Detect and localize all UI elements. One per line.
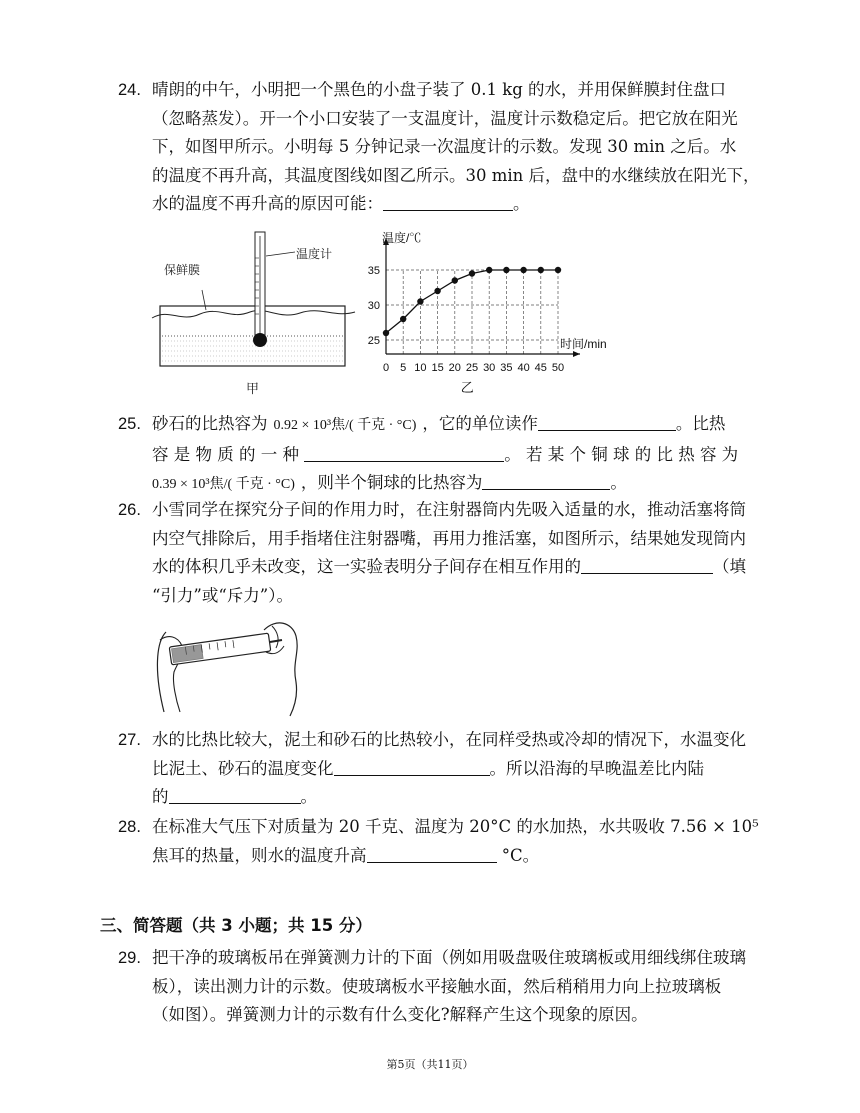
question-text: 把干净的玻璃板吊在弹簧测力计的下面（例如用吸盘吸住玻璃板或用细线绑住玻璃 [152,948,746,967]
x-tick-label: 30 [483,362,496,374]
section-heading: 三、简答题（共 3 小题；共 15 分） [100,916,372,935]
question-number: 29. [118,949,141,967]
data-point [555,267,561,273]
data-point [400,316,406,322]
question-text: 小雪同学在探究分子间的作用力时，在注射器筒内先吸入适量的水，推动活塞将筒 [152,500,746,519]
data-point [520,267,526,273]
question-text: 下，如图甲所示。小明每 5 分钟记录一次温度计的示数。发现 30 min 之后。水 [152,137,737,156]
data-point [486,267,492,273]
question-number: 26. [118,501,141,519]
x-tick-label: 15 [431,362,444,374]
question-25 [118,410,768,500]
x-tick-label: 50 [551,362,565,374]
answer-blank[interactable] [367,844,497,863]
data-point [434,288,440,294]
y-tick-label: 25 [367,335,380,347]
x-tick-label: 0 [382,362,390,374]
question-text: 水的体积几乎未改变，这一实验表明分子间存在相互作用的 [152,557,581,576]
question-text: 的 [152,787,169,806]
question-text: （填 [713,557,746,576]
question-text: °C。 [496,845,540,865]
data-point [538,267,544,273]
data-point [503,267,509,273]
figure-jia [150,228,360,398]
x-axis-label: 时间/min [560,337,607,351]
question-text: 比泥土、砂石的温度变化 [152,758,334,778]
x-tick-label: 40 [517,362,530,374]
y-tick-label: 30 [367,300,380,312]
question-text: 在标准大气压下对质量为 20 千克、温度为 20°C 的水加热，水共吸收 7.56 × 10⁵ [152,817,759,836]
question-text: 水的温度不再升高的原因可能： [152,194,383,213]
specific-heat-value: 0.39 × 10³焦/( 千克 · °C) [152,477,295,492]
question-text: 。 [610,473,627,492]
answer-blank[interactable] [482,471,610,490]
question-text: 。 若 某 个 铜 球 的 比 热 容 为 [504,444,739,464]
data-point [469,270,475,276]
specific-heat-value: 0.92 × 10³焦/( 千克 · °C) [273,418,417,433]
question-text: 内空气排除后，用手指堵住注射器嘴，再用力推活塞，如图所示，结果她发现筒内 [152,528,746,548]
figure-caption: 乙 [460,380,474,395]
question-text: 水的比热比较大，泥土和砂石的比热较小，在同样受热或冷却的情况下，水温变化 [152,730,746,749]
answer-blank[interactable] [581,555,713,574]
question-24 [118,76,768,219]
question-text: 容 是 物 质 的 一 种 [152,444,299,464]
x-tick-label: 10 [414,362,427,374]
answer-blank[interactable] [538,412,676,431]
y-axis-label: 温度/℃ [382,231,422,245]
label-film: 保鲜膜 [164,263,201,277]
figure-yi-chart [360,228,640,400]
figure-caption: 甲 [246,381,260,396]
question-number: 28. [118,818,141,836]
question-text: （忽略蒸发）。开一个小口安装了一支温度计，温度计示数稳定后。把它放在阳光 [152,108,738,128]
question-text: 砂石的比热容为 [152,414,268,433]
label-thermometer: 温度计 [296,247,333,261]
question-text: ，则半个铜球的比热容为 [300,473,483,492]
question-27 [118,726,768,812]
question-text: 晴朗的中午，小明把一个黑色的小盘子装了 0.1 kg 的水，并用保鲜膜封住盘口 [152,80,727,99]
x-tick-label: 25 [465,362,479,374]
question-text: ，它的单位读作 [422,414,538,433]
question-number: 24. [118,81,141,99]
x-axis-arrow [573,351,580,357]
x-tick-label: 35 [500,362,513,374]
question-text: 焦耳的热量，则水的温度升高 [152,845,367,865]
x-tick-label: 20 [448,362,461,374]
question-text: 。比热 [675,414,726,433]
question-26 [118,496,768,610]
data-point [417,298,423,304]
answer-blank[interactable] [304,443,504,462]
question-text: 的温度不再升高，其温度图线如图乙所示。30 min 后，盘中的水继续放在阳光下， [152,165,760,185]
data-point [383,330,389,336]
data-point [452,277,458,283]
question-text: “引力”或“斥力”）。 [152,585,293,605]
answer-blank[interactable] [334,757,490,776]
question-28 [118,813,768,870]
question-text: 。 [513,194,530,213]
answer-blank[interactable] [383,192,513,211]
question-number: 27. [118,731,141,749]
page-footer: 第5页（共11页） [386,1058,474,1071]
y-tick-label: 35 [367,265,380,277]
x-tick-label: 5 [400,362,407,374]
answer-blank[interactable] [169,785,301,804]
x-tick-label: 45 [534,362,547,374]
question-number: 25. [118,415,141,433]
question-text: 板），读出测力计的示数。使玻璃板水平接触水面，然后稍稍用力向上拉玻璃板 [152,976,722,996]
question-text: （如图）。弹簧测力计的示数有什么变化?解释产生这个现象的原因。 [152,1005,648,1024]
question-text: 。所以沿海的早晚温差比内陆 [489,758,704,778]
syringe-figure [146,612,306,718]
question-29 [118,944,768,1030]
question-text: 。 [300,787,317,806]
